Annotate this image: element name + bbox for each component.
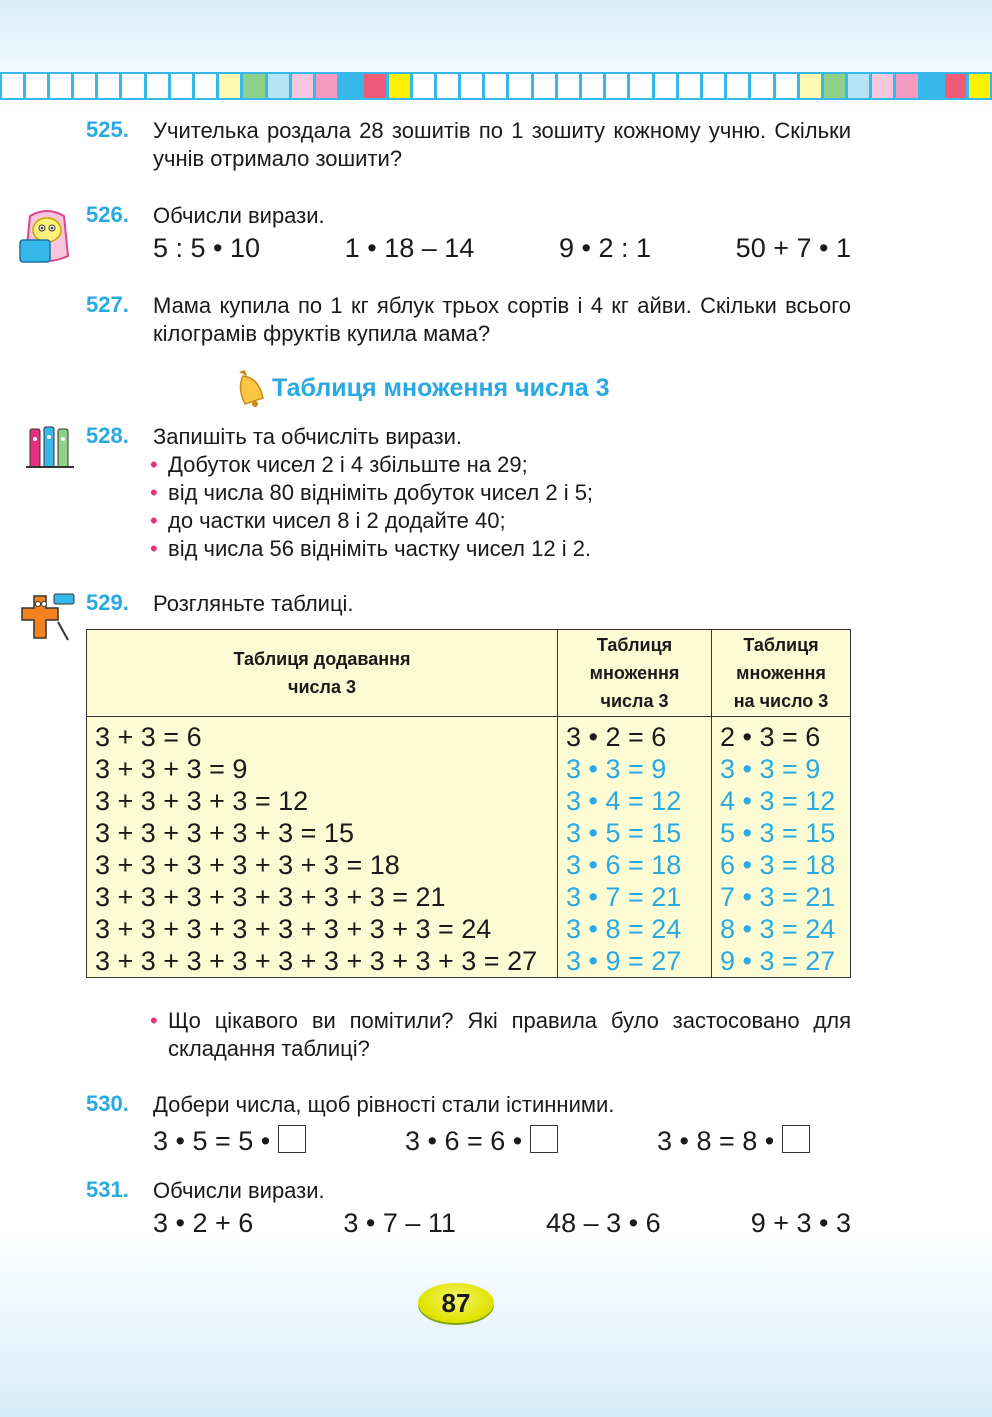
strip-cell bbox=[655, 74, 676, 98]
answer-box[interactable] bbox=[782, 1125, 810, 1153]
strip-cell bbox=[848, 74, 869, 98]
strip-cell bbox=[364, 74, 385, 98]
bell-icon bbox=[233, 368, 267, 408]
exercise-text: Добери числа, щоб рівності стали істинними. bbox=[153, 1092, 615, 1117]
exercise-number: 529. bbox=[86, 590, 129, 615]
exercise-text: Учителька роздала 28 зошитів по 1 зошиту кожному учню. Скільки учнів отримало зошити? bbox=[153, 118, 851, 171]
header-addition: Таблиця додавання числа 3 bbox=[87, 630, 558, 717]
strip-cell bbox=[969, 74, 990, 98]
table-line: 3 • 9 = 27 bbox=[566, 946, 682, 976]
table-line: 3 + 3 = 6 bbox=[95, 722, 202, 752]
expression-row bbox=[153, 1123, 851, 1159]
exercise-text: Обчисли вирази. bbox=[153, 1178, 325, 1203]
section-title: Таблиця множення числа 3 bbox=[272, 374, 610, 402]
pencils-icon bbox=[22, 423, 78, 475]
table-header-row bbox=[87, 630, 851, 717]
exercise-text: Запишіть та обчисліть вирази. bbox=[153, 424, 463, 449]
bullet-icon: • bbox=[150, 508, 158, 533]
page-number: 87 bbox=[418, 1283, 494, 1323]
exercise-529 bbox=[86, 590, 851, 618]
strip-cell bbox=[437, 74, 458, 98]
table-line: 6 • 3 = 18 bbox=[720, 850, 836, 880]
strip-cell bbox=[2, 74, 23, 98]
exercise-526 bbox=[86, 202, 851, 266]
exercise-529-question bbox=[86, 1007, 851, 1063]
table-line: 4 • 3 = 12 bbox=[720, 786, 836, 816]
strip-cell bbox=[195, 74, 216, 98]
strip-cell bbox=[171, 74, 192, 98]
strip-cell bbox=[147, 74, 168, 98]
strip-cell bbox=[800, 74, 821, 98]
table-line: 3 + 3 + 3 + 3 + 3 + 3 = 18 bbox=[95, 850, 400, 880]
bullet-list bbox=[150, 1007, 851, 1063]
strip-cell bbox=[98, 74, 119, 98]
bullet-icon: • bbox=[150, 536, 158, 561]
exercise-number: 528. bbox=[86, 423, 129, 448]
bullet-icon: • bbox=[150, 1008, 158, 1033]
strip-cell bbox=[74, 74, 95, 98]
strip-cell bbox=[679, 74, 700, 98]
expression: 3 • 7 – 11 bbox=[343, 1208, 456, 1238]
expression-row bbox=[153, 1205, 851, 1241]
equation: 3 • 8 = 8 • bbox=[657, 1123, 810, 1159]
strip-cell bbox=[776, 74, 797, 98]
strip-cell bbox=[606, 74, 627, 98]
multiplication-tables bbox=[86, 629, 851, 978]
strip-cell bbox=[340, 74, 361, 98]
answer-box[interactable] bbox=[278, 1125, 306, 1153]
backpack-icon bbox=[16, 206, 78, 268]
strip-cell bbox=[896, 74, 917, 98]
exercise-528 bbox=[86, 423, 851, 563]
strip-cell bbox=[945, 74, 966, 98]
multiplication-of-3-column bbox=[558, 717, 712, 978]
strip-cell bbox=[268, 74, 289, 98]
strip-cell bbox=[485, 74, 506, 98]
strip-cell bbox=[413, 74, 434, 98]
bullet-icon: • bbox=[150, 452, 158, 477]
list-item: • Добуток чисел 2 і 4 збільште на 29; bbox=[150, 452, 528, 477]
strip-cell bbox=[703, 74, 724, 98]
expression-row bbox=[153, 230, 851, 266]
table-line: 3 + 3 + 3 + 3 = 12 bbox=[95, 786, 309, 816]
exercise-number: 531. bbox=[86, 1177, 129, 1202]
expression: 48 – 3 • 6 bbox=[546, 1208, 661, 1238]
addition-column bbox=[87, 717, 558, 978]
exercise-text: Мама купила по 1 кг яблук трьох сортів і 4 кг айви. Скільки всього кілограмів фруктів купила мама? bbox=[153, 293, 851, 346]
table-line: 3 • 2 = 6 bbox=[566, 722, 667, 752]
plus-character-icon bbox=[14, 588, 80, 650]
table-line: 3 + 3 + 3 + 3 + 3 + 3 + 3 + 3 = 24 bbox=[95, 914, 492, 944]
expression: 3 • 2 + 6 bbox=[153, 1208, 254, 1238]
exercise-text: Розгляньте таблиці. bbox=[153, 591, 354, 616]
strip-cell bbox=[461, 74, 482, 98]
exercise-number: 526. bbox=[86, 202, 129, 227]
exercise-number: 527. bbox=[86, 292, 129, 317]
table-line: 7 • 3 = 21 bbox=[720, 882, 836, 912]
header-multiplication-by-3: Таблиця множення на число 3 bbox=[712, 630, 851, 717]
table-body-row bbox=[87, 717, 851, 978]
table-line: 3 • 8 = 24 bbox=[566, 914, 682, 944]
header-multiplication-of-3: Таблиця множення числа 3 bbox=[558, 630, 712, 717]
expression: 9 • 2 : 1 bbox=[558, 233, 651, 263]
table-line: 3 • 5 = 15 bbox=[566, 818, 682, 848]
expression: 50 + 7 • 1 bbox=[735, 233, 851, 263]
exercise-number: 530. bbox=[86, 1091, 129, 1116]
table-line: 5 • 3 = 15 bbox=[720, 818, 836, 848]
expression: 5 : 5 • 10 bbox=[153, 233, 261, 263]
equation: 3 • 6 = 6 • bbox=[405, 1123, 657, 1159]
multiplication-by-3-column bbox=[712, 717, 851, 978]
strip-cell bbox=[630, 74, 651, 98]
strip-cell bbox=[292, 74, 313, 98]
strip-cell bbox=[26, 74, 47, 98]
strip-cell bbox=[558, 74, 579, 98]
expression: 1 • 18 – 14 bbox=[344, 233, 475, 263]
exercise-525 bbox=[86, 117, 851, 173]
equation: 3 • 5 = 5 • bbox=[153, 1123, 405, 1159]
strip-cell bbox=[921, 74, 942, 98]
strip-cell bbox=[582, 74, 603, 98]
table-line: 3 + 3 + 3 + 3 + 3 + 3 + 3 = 21 bbox=[95, 882, 446, 912]
table-line: 8 • 3 = 24 bbox=[720, 914, 836, 944]
strip-cell bbox=[122, 74, 143, 98]
exercise-531 bbox=[86, 1177, 851, 1241]
bullet-icon: • bbox=[150, 480, 158, 505]
list-item: • до частки чисел 8 і 2 додайте 40; bbox=[150, 508, 506, 533]
strip-cell bbox=[219, 74, 240, 98]
strip-cell bbox=[872, 74, 893, 98]
table-line: 3 • 7 = 21 bbox=[566, 882, 682, 912]
answer-box[interactable] bbox=[530, 1125, 558, 1153]
exercise-527 bbox=[86, 292, 851, 348]
list-item: • Що цікавого ви помітили? Які правила було застосовано для складання таблиці? bbox=[150, 1008, 851, 1061]
table-line: 3 • 6 = 18 bbox=[566, 850, 682, 880]
table-line: 3 + 3 + 3 + 3 + 3 + 3 + 3 + 3 + 3 = 27 bbox=[95, 946, 538, 976]
strip-cell bbox=[534, 74, 555, 98]
list-item: • від числа 80 відніміть добуток чисел 2 і 5; bbox=[150, 480, 594, 505]
decorative-color-strip bbox=[0, 72, 992, 100]
exercise-530 bbox=[86, 1091, 851, 1159]
exercise-text: Обчисли вирази. bbox=[153, 203, 325, 228]
table-line: 3 • 3 = 9 bbox=[720, 754, 821, 784]
table-line: 3 + 3 + 3 = 9 bbox=[95, 754, 248, 784]
strip-cell bbox=[389, 74, 410, 98]
table-line: 3 • 4 = 12 bbox=[566, 786, 682, 816]
strip-cell bbox=[727, 74, 748, 98]
table-line: 3 + 3 + 3 + 3 + 3 = 15 bbox=[95, 818, 354, 848]
strip-cell bbox=[316, 74, 337, 98]
strip-cell bbox=[751, 74, 772, 98]
list-item: • від числа 56 відніміть частку чисел 12 і 2. bbox=[150, 536, 592, 561]
table-line: 2 • 3 = 6 bbox=[720, 722, 821, 752]
expression: 9 + 3 • 3 bbox=[750, 1208, 851, 1238]
strip-cell bbox=[824, 74, 845, 98]
strip-cell bbox=[50, 74, 71, 98]
exercise-number: 525. bbox=[86, 117, 129, 142]
strip-cell bbox=[509, 74, 530, 98]
strip-cell bbox=[243, 74, 264, 98]
table-line: 3 • 3 = 9 bbox=[566, 754, 667, 784]
bullet-list bbox=[150, 451, 851, 563]
table-line: 9 • 3 = 27 bbox=[720, 946, 836, 976]
